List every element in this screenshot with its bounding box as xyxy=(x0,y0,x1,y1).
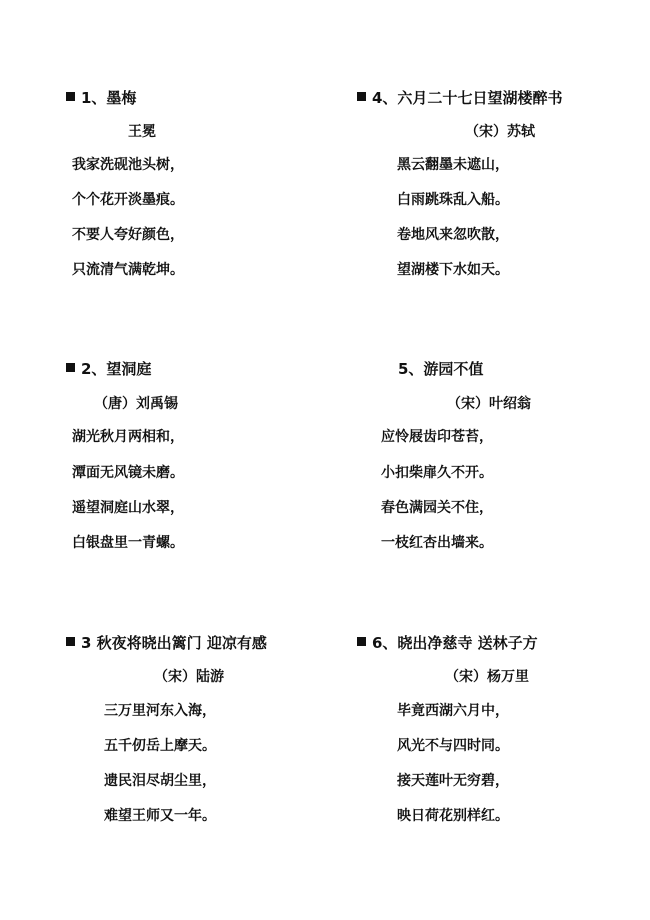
poem-line: 难望王师又一年。 xyxy=(104,808,216,824)
poem-line: 毕竟西湖六月中， xyxy=(397,703,509,719)
poem-5 xyxy=(357,357,650,551)
poem-title xyxy=(357,86,650,110)
poem-line: 一枝红杏出墙来。 xyxy=(381,535,493,551)
poem-1 xyxy=(66,86,366,278)
poem-line: 小扣柴扉久不开。 xyxy=(381,465,493,481)
poem-line: 望湖楼下水如天。 xyxy=(397,262,509,278)
poem-line: 只流清气满乾坤。 xyxy=(72,262,184,278)
poem-line: 风光不与四时同。 xyxy=(397,738,509,754)
poem-2 xyxy=(66,357,366,551)
poem-line: 接天莲叶无穷碧， xyxy=(397,773,509,789)
square-bullet-icon xyxy=(357,92,366,101)
poem-line: 应怜屐齿印苍苔， xyxy=(381,429,493,445)
poem-author: （宋）叶绍翁 xyxy=(447,396,531,412)
poem-line: 五千仞岳上摩天。 xyxy=(104,738,216,754)
poem-title xyxy=(357,631,650,655)
poem-title-text: 1、墨梅 xyxy=(81,89,137,107)
poem-title-text: 3 秋夜将晓出篱门 迎凉有感 xyxy=(81,634,267,652)
poem-3 xyxy=(66,631,366,824)
poem-author: （宋）杨万里 xyxy=(445,669,529,685)
poem-title xyxy=(66,357,366,381)
poem-title-text: 2、望洞庭 xyxy=(81,360,152,378)
poem-4 xyxy=(357,86,650,278)
poem-line: 春色满园关不住， xyxy=(381,500,493,516)
poem-title xyxy=(357,357,650,381)
poem-line: 遗民泪尽胡尘里， xyxy=(104,773,216,789)
poem-line: 卷地风来忽吹散， xyxy=(397,227,509,243)
poem-line: 黑云翻墨未遮山， xyxy=(397,157,509,173)
poem-title xyxy=(66,631,366,655)
poem-line: 潭面无风镜未磨。 xyxy=(72,465,184,481)
poem-line: 遥望洞庭山水翠， xyxy=(72,500,184,516)
poem-line: 白雨跳珠乱入船。 xyxy=(397,192,509,208)
poem-line: 湖光秋月两相和， xyxy=(72,429,184,445)
poem-line: 个个花开淡墨痕。 xyxy=(72,192,184,208)
square-bullet-icon xyxy=(66,363,75,372)
poem-line: 三万里河东入海， xyxy=(104,703,216,719)
poem-title-text: 5、游园不值 xyxy=(398,360,484,378)
poem-title-text: 6、晓出净慈寺 送林子方 xyxy=(372,634,538,652)
square-bullet-icon xyxy=(66,637,75,646)
poem-line: 我家洗砚池头树， xyxy=(72,157,184,173)
poem-author: （宋）陆游 xyxy=(154,669,224,685)
poem-line: 白银盘里一青螺。 xyxy=(72,535,184,551)
poem-6 xyxy=(357,631,650,824)
poem-author: （宋）苏轼 xyxy=(465,124,535,140)
poem-line: 不要人夸好颜色， xyxy=(72,227,184,243)
poem-line: 映日荷花别样红。 xyxy=(397,808,509,824)
square-bullet-icon xyxy=(357,637,366,646)
poem-author: （唐）刘禹锡 xyxy=(94,396,178,412)
poem-title xyxy=(66,86,366,110)
square-bullet-icon xyxy=(66,92,75,101)
poem-title-text: 4、六月二十七日望湖楼醉书 xyxy=(372,89,563,107)
poem-author: 王冕 xyxy=(128,124,156,140)
